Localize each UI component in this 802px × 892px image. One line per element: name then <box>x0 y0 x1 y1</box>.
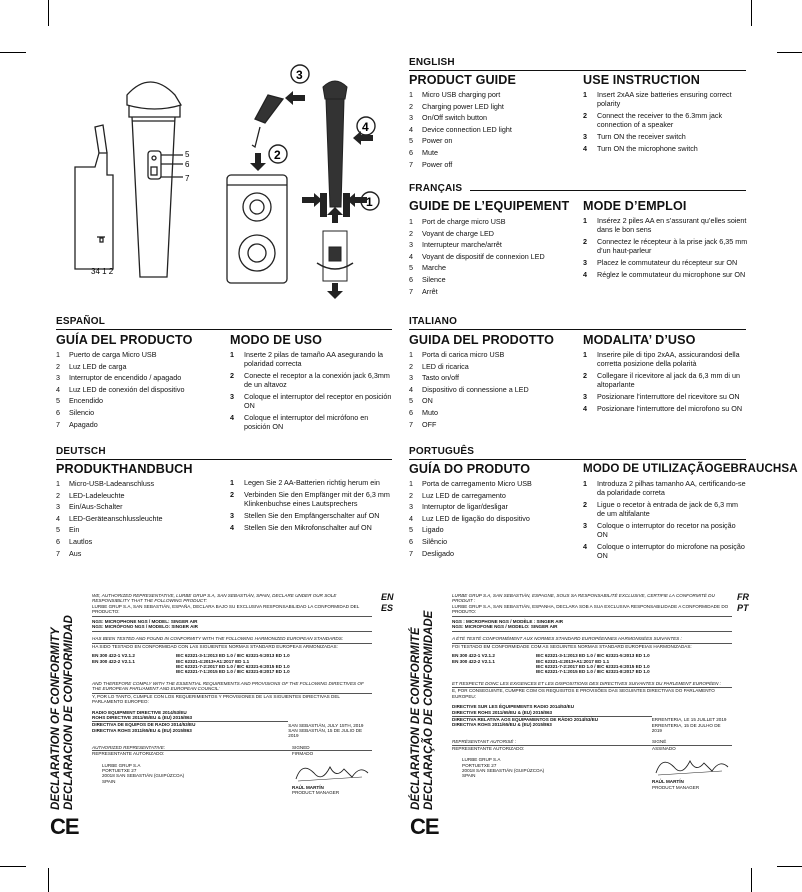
guide-title-de: PRODUKTHANDBUCH <box>56 462 193 476</box>
instr-list-de <box>230 478 395 535</box>
lang-heading-fr: FRANÇAIS <box>409 183 463 194</box>
list-item: 4 Réglez le commutateur du microphone sur ON <box>583 270 746 279</box>
list-item: 4 Voyant de dispositif de connexion LED <box>409 251 545 261</box>
decl-codes-right: FR PT <box>737 592 749 613</box>
step-1-label: 1 <box>366 195 373 209</box>
instr-list-es <box>230 350 395 434</box>
guide-list-pt <box>409 478 579 559</box>
list-item: 4 Turn ON the microphone switch <box>583 144 698 153</box>
crop-mark <box>777 52 802 53</box>
instr-list-it <box>583 350 748 416</box>
list-item: 5 Power on <box>409 136 453 146</box>
crop-mark <box>48 0 49 26</box>
list-item: 6 Silêncio <box>409 536 448 546</box>
list-item: 2 Luz LED de carregamento <box>409 490 506 500</box>
product-figure <box>55 57 400 302</box>
list-item: 4 Posizionare l’interruttore del microfono su ON <box>583 404 743 413</box>
list-item: 4 Device connection LED light <box>409 124 512 134</box>
list-item: 5 ON <box>409 396 433 406</box>
instr-title-fr: MODE D’EMPLOI <box>583 199 687 213</box>
list-item: 7 Power off <box>409 159 453 169</box>
list-item: 5 Ligado <box>409 525 444 535</box>
list-item: 6 Lautlos <box>56 536 93 546</box>
lang-heading-de: DEUTSCH <box>56 446 106 457</box>
guide-list-es <box>56 349 226 430</box>
list-item: 3 Coloque o interruptor do recetor na posição ON <box>583 521 736 539</box>
list-item: 1 Inserte 2 pilas de tamaño AA asegurando la polaridad correcta <box>230 350 384 368</box>
list-item: 4 Luz LED de conexión del dispositivo <box>56 384 185 394</box>
list-item: 2 Connect the receiver to the 6.3mm jack connection of a speaker <box>583 111 723 129</box>
list-item: 2 Collegare il ricevitore al jack da 6,3 mm di un altoparlante <box>583 371 741 389</box>
step-2-label: 2 <box>274 148 281 162</box>
crop-mark <box>777 866 802 867</box>
list-item: 4 Coloque o interruptor do microfone na posição ON <box>583 542 745 560</box>
guide-title-it: GUIDA DEL PRODOTTO <box>409 333 555 347</box>
lang-heading-es: ESPAÑOL <box>56 316 105 327</box>
decl-body-left: WE, AUTHORIZED REPRESENTATIVE, LURBE GRUP S.A, SAN SEBASTIÁN, SPAIN, DECLARE UNDER OUR SOLE RESPONSIBILITY THAT THE FOLLOWING PRODUCT: LURBE GRUP S.A, SAN SEBASTIÁN, ESPAÑA, DECLARA BAJO SU EXCLUSIVA RESPONSABILIDAD LA CONFORMIDAD DEL PRODUCTO: NGS: MICROPHONE NGS / MODEL: SINGER AIR NGS: MICRÓFONO NGS / MODELO: SINGER AIR HAS BEEN TESTED AND FOUND IN CONFORMITY WITH THE FOLLOWING HARMONIZED EUROPEAN STANDARDS: HA SIDO TESTADO EN CONFORMIDAD CON LAS SIGUIENTES NORMAS STANDARD EUROPEAS ARMONIZADAS: EN 300 422-1 V2.1.2 EN 300 422-2 V2.1.1 IEC 62321-3-1:2013 ED 1.0 / IEC 62321-5:2013 ED 1.0 IEC 62321-4:2013+A1:2017 ED 1.1 IEC 62321-7-2:2017 ED 1.0 / IEC 62321-6:2015 ED 1.0 IEC 62321-7-1:2015 ED 1.0 / IEC 62321-8:2017 ED 1.0 AND THEREFORE COMPLY WITH THE ESSENTIAL REQUIREMENTS AND PROVISIONS OF THE FOLLOWING DIRECTIVES OF THE EUROPEAN PARLIAMENT AND EUROPEAN COUNCIL: Y, POR LO TANTO, CUMPLE CON LOS REQUERIMIENTOS Y PROVISIONES DE LAS SIGUIENTES DIRECTIVAS DEL PARLAMENTO EUROPEO: RADIO EQUIPMENT DIRECTIVE 2014/53/EU ROHS DIRECTIVE 2011/65/EU & (EU) 2015/863 DIRECTIVA DE EQUIPOS DE RADIO 2014/53/EU DIRECTIVA ROHS 2011/65/EU & (EU) 2015/863 SAN SEBASTIÁN, JULY 15TH, 2019 SAN SEBASTIÁN, 15 DE JULIO DE 2019 AUTHORIZED REPRESENTATIVE: REPRESENTANTE AUTORIZADO: LURBE GRUP S.A PORTUETXE 27 20018 SAN SEBASTIÁN (GUIPÚZCOA) SPAIN SIGNED FIRMADO RAÚL MARTÍN PRODUCT MANAGER <box>92 593 372 795</box>
divider <box>56 329 392 330</box>
list-item: 1 Micro-USB-Ladeanschluss <box>56 479 155 488</box>
signature <box>292 759 372 785</box>
list-item: 1 Porta de carregamento Micro USB <box>409 479 532 488</box>
instr-list-en <box>583 90 748 156</box>
list-item: 2 Voyant de charge LED <box>409 228 494 238</box>
list-item: 1 Inserire pile di tipo 2xAA, assicurandosi della corretta posizione della polarità <box>583 350 740 368</box>
instr-title-en: USE INSTRUCTION <box>583 73 700 87</box>
list-item: 3 Interrupteur marche/arrêt <box>409 240 502 250</box>
lang-heading-it: ITALIANO <box>409 316 458 327</box>
crop-mark <box>751 868 752 892</box>
step-4-label: 4 <box>362 120 369 134</box>
guide-title-es: GUÍA DEL PRODUCTO <box>56 333 193 347</box>
list-item: 7 Apagado <box>56 419 98 429</box>
list-item: 3 Posizionare l’interruttore del ricevitore su ON <box>583 392 740 401</box>
list-item: 2 Connectez le récepteur à la prise jack 6,35 mm d’un haut-parleur <box>583 237 748 255</box>
list-item: 4 Stellen Sie den Mikrofonschalter auf ON <box>230 523 372 532</box>
receiver-labels: 34 1 2 <box>91 267 114 276</box>
list-item: 7 OFF <box>409 419 437 429</box>
list-item: 3 Coloque el interruptor del receptor en posición ON <box>230 392 392 410</box>
mic-label-5: 5 <box>185 150 190 159</box>
mic-label-7: 7 <box>185 174 190 183</box>
list-item: 2 Charging power LED light <box>409 101 504 111</box>
ce-mark-right: CE <box>410 814 439 839</box>
crop-mark <box>751 0 752 26</box>
instr-title-es: MODO DE USO <box>230 333 323 347</box>
divider <box>56 459 392 460</box>
product-illustration <box>55 57 400 302</box>
crop-mark <box>0 866 26 867</box>
step-3-label: 3 <box>296 68 303 82</box>
list-item: 4 Coloque el interruptor del micrófono en posición ON <box>230 413 369 431</box>
list-item: 3 Interruptor de encendido / apagado <box>56 373 182 383</box>
list-item: 1 Port de charge micro USB <box>409 217 506 226</box>
guide-list-en <box>409 89 579 170</box>
guide-list-fr <box>409 216 579 297</box>
instr-title-it: MODALITA’ D’USO <box>583 333 696 347</box>
list-item: 2 Luz LED de carga <box>56 361 127 371</box>
list-item: 1 Porta di carica micro USB <box>409 350 505 359</box>
list-item: 1 Puerto de carga Micro USB <box>56 350 157 359</box>
divider <box>409 70 746 71</box>
list-item: 6 Muto <box>409 407 438 417</box>
list-item: 6 Mute <box>409 147 438 157</box>
list-item: 6 Silencio <box>56 407 95 417</box>
divider <box>409 329 746 330</box>
crop-mark <box>48 868 49 892</box>
instr-list-fr <box>583 216 751 282</box>
list-item: 5 Marche <box>409 263 446 273</box>
instr-list-pt <box>583 479 748 563</box>
signature <box>652 753 732 779</box>
list-item: 3 Turn ON the receiver switch <box>583 132 686 141</box>
list-item: 1 Micro USB charging port <box>409 90 501 99</box>
crop-mark <box>0 52 26 53</box>
list-item: 2 Ligue o recetor à entrada de jack de 6,3 mm de um altifalante <box>583 500 739 518</box>
lang-heading-en: ENGLISH <box>409 57 455 68</box>
list-item: 4 LED-Geräteanschlussleuchte <box>56 513 163 523</box>
decl-title-left: DECLARATION OF CONFORMITY DECLARACION DE CONFORMIDAD <box>50 615 75 810</box>
guide-title-en: PRODUCT GUIDE <box>409 73 516 87</box>
list-item: 2 LED-Ladeleuchte <box>56 490 125 500</box>
instr-title-pt: MODO DE UTILIZAÇÃOGEBRAUCHSA <box>583 462 798 475</box>
divider <box>409 459 746 460</box>
guide-list-it <box>409 349 579 430</box>
list-item: 3 On/Off switch button <box>409 113 487 123</box>
list-item: 5 Ein <box>56 525 80 535</box>
list-item: 4 Luz LED de ligação do dispositivo <box>409 513 530 523</box>
decl-body-right: LURBE GRUP S.A, SAN SEBASTIÁN, ESPAGNE, SOUS SA RESPONSABILITÉ EXCLUSIVE, CERTIFIE LA CONFORMITÉ DU PRODUIT : LURBE GRUP S.A, SAN SEBASTIÁN, ESPANHA, DECLARA SOB A SUA EXCLUSIVA RESPONSABILIDADE A CONFORMIDADE DO PRODUTO: NGS : MICROPHONE NGS / MODÈLE : SINGER AIR NGS: MICROFONE NGS / MODELO: SINGER AIR A ÉTÉ TESTÉ CONFORMÉMENT AUX NORMES STANDARD EUROPÉENNES HARMONISÉES SUIVANTES : FOI TESTADO EM CONFORMIDADE COM AS SEGUINTES NORMAS STANDARD EUROPEIAS HARMONIZADAS: EN 300 422-1 V2.1.2 EN 300 422-2 V2.1.1 IEC 62321-3-1:2013 ED 1.0 / IEC 62321-5:2013 ED 1.0 IEC 62321-4:2013+A1:2017 ED 1.1 IEC 62321-7-2:2017 ED 1.0 / IEC 62321-6:2015 ED 1.0 IEC 62321-7-1:2015 ED 1.0 / IEC 62321-8:2017 ED 1.0 ET RESPECTE DONC LES EXIGENCES ET LES DISPOSITIONS DES DIRECTIVES SUIVANTES DU PARLEMENT EUROPÉEN : E, POR CONSEGUINTE, CUMPRE COM OS REQUISITOS E PROVISÕES DAS SEGUINTES DIRECTIVAS DO PARLAMENTO EUROPEU: DIRECTIVE SUR LES ÉQUIPEMENTS RADIO 2014/53/EU DIRECTIVE ROHS 2011/65/EU & (EU) 2015/863 DIRECTIVA RELATIVA AOS EQUIPAMENTOS DE RÁDIO 2014/53/EU DIRECTIVA ROHS 2011/65/EU & (EU) 2015/863 ERRENTERIA, LE 15 JUILLET 2019 ERRENTERIA, 15 DE JULHO DE 2019 REPRÉSENTANT AUTORISÉ : REPRESENTANTE AUTORIZADO: LURBE GRUP S.A PORTUETXE 27 20018 SAN SEBASTIÁN (GUIPÚZCOA) SPAIN SIGNÉ ASSINADO RAÚL MARTÍN PRODUCT MANAGER <box>452 593 732 790</box>
lang-heading-pt: PORTUGUÊS <box>409 446 475 457</box>
list-item: 3 Interruptor de ligar/desligar <box>409 502 508 512</box>
list-item: 7 Aus <box>56 548 82 558</box>
list-item: 7 Arrêt <box>409 286 438 296</box>
list-item: 4 Dispositivo di connessione a LED <box>409 384 529 394</box>
list-item: 3 Tasto on/off <box>409 373 460 383</box>
list-item: 2 Conecte el receptor a la conexión jack 6,3mm de un altavoz <box>230 371 390 389</box>
list-item: 3 Stellen Sie den Empfängerschalter auf ON <box>230 511 380 520</box>
guide-title-pt: GUÍA DO PRODUTO <box>409 462 531 476</box>
ce-mark-left: CE <box>50 814 79 839</box>
decl-title-right: DÉCLARATION DE CONFORMITÉ DECLARAÇÃO DE CONFORMIDADE <box>410 610 435 810</box>
guide-title-fr: GUIDE DE L’EQUIPEMENT <box>409 199 570 213</box>
list-item: 7 Desligado <box>409 548 454 558</box>
guide-list-de <box>56 478 226 559</box>
decl-codes-left: EN ES <box>381 592 394 613</box>
divider <box>470 190 746 191</box>
mic-label-6: 6 <box>185 160 190 169</box>
list-item: 2 LED di ricarica <box>409 361 469 371</box>
list-item: 1 Introduza 2 pilhas tamanho AA, certificando-se da polaridade correta <box>583 479 746 497</box>
list-item: 1 Legen Sie 2 AA-Batterien richtig herum ein <box>230 478 380 487</box>
list-item: 3 Placez le commutateur du récepteur sur ON <box>583 258 738 267</box>
list-item: 3 Ein/Aus-Schalter <box>56 502 123 512</box>
list-item: 2 Verbinden Sie den Empfänger mit der 6,3 mm Klinkenbuchse eines Lautsprechers <box>230 490 390 508</box>
list-item: 1 Insérez 2 piles AA en s’assurant qu’elles soient dans le bon sens <box>583 216 747 234</box>
list-item: 1 Insert 2xAA size batteries ensuring correct polarity <box>583 90 732 108</box>
list-item: 6 Silence <box>409 274 446 284</box>
list-item: 5 Encendido <box>56 396 103 406</box>
